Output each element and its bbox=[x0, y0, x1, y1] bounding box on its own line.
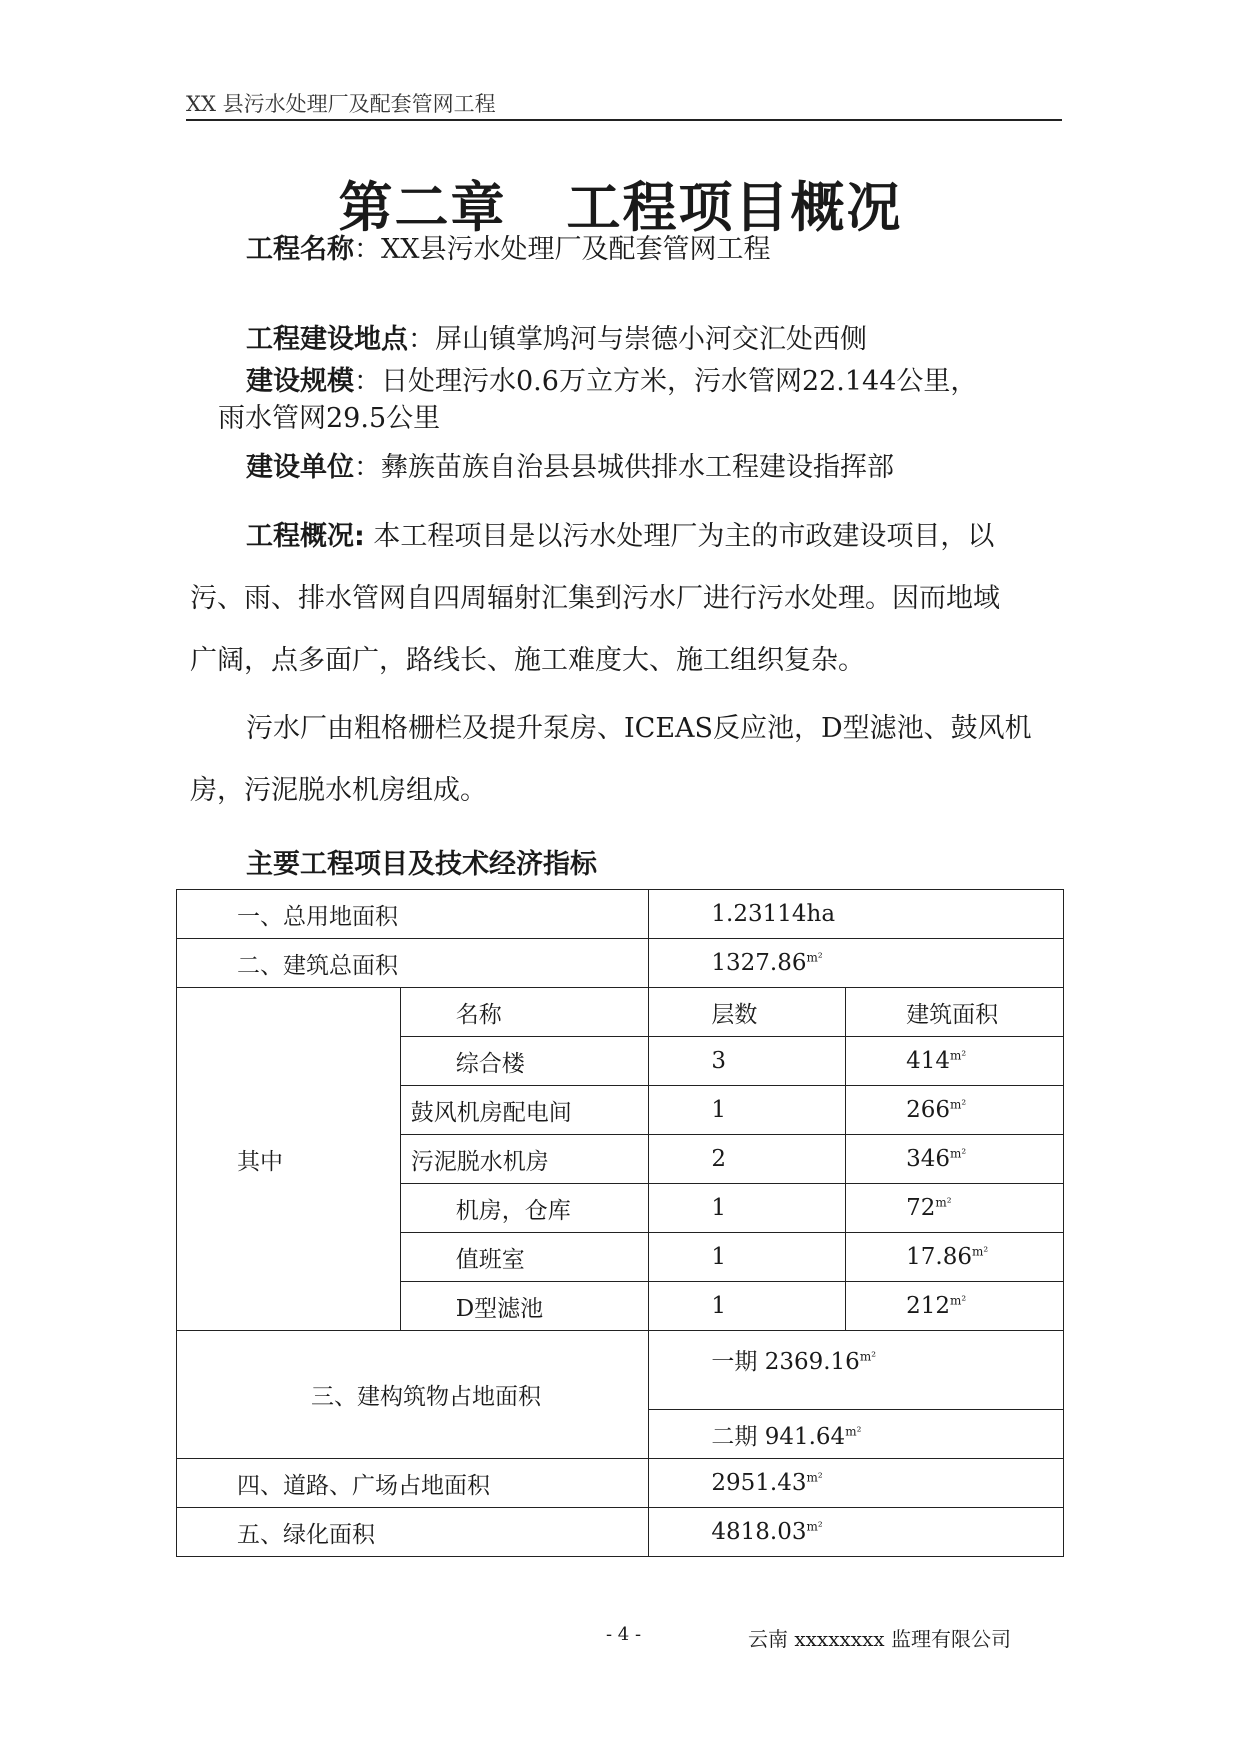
table-row bbox=[177, 988, 1064, 1037]
construction-unit-label: 建设单位 bbox=[246, 452, 354, 483]
phase-2-cell: 二期 $941.64^{m^2}$ bbox=[649, 1410, 1064, 1459]
building-name: 综合楼 bbox=[400, 1037, 649, 1086]
building-area-cell: $414^{m^2}$ bbox=[846, 1037, 1064, 1086]
among-label: 其中 bbox=[177, 988, 401, 1331]
road-area-cell: $2951.43^{m^2}$ bbox=[649, 1459, 1064, 1508]
construction-unit-value: ：彝族苗族自治县县城供排水工程建设指挥部 bbox=[354, 452, 894, 483]
phase-1-cell: 一期 $2369.16^{m^2}$ bbox=[649, 1331, 1064, 1410]
project-scale-continued: 雨水管网29.5公里 bbox=[218, 403, 441, 434]
green-area-label: 五、绿化面积 bbox=[177, 1508, 649, 1557]
building-name: 机房，仓库 bbox=[400, 1184, 649, 1233]
building-name: 值班室 bbox=[400, 1233, 649, 1282]
building-name: 污泥脱水机房 bbox=[400, 1135, 649, 1184]
total-land-value: 1.23114ha bbox=[649, 890, 1064, 939]
technical-indicators-table bbox=[176, 889, 1064, 1557]
subheader-name: 名称 bbox=[400, 988, 649, 1037]
building-area: 266 bbox=[906, 1097, 951, 1123]
overview-line-2: 污、雨、排水管网自四周辐射汇集到污水厂进行污水处理。因而地域 bbox=[190, 583, 1000, 614]
running-header: XX 县污水处理厂及配套管网工程 bbox=[186, 92, 496, 116]
project-site-value: ：屏山镇掌鸠河与崇德小河交汇处西侧 bbox=[408, 324, 867, 355]
chapter-name: 工程项目概况 bbox=[566, 176, 903, 239]
structure-area-label: 三、建构筑物占地面积 bbox=[177, 1331, 649, 1459]
project-name-label: 工程名称 bbox=[246, 234, 354, 265]
building-area-cell: $266^{m^2}$ bbox=[846, 1086, 1064, 1135]
building-area: 17.86 bbox=[906, 1244, 972, 1270]
total-building-label: 二、建筑总面积 bbox=[177, 939, 649, 988]
construction-unit-field bbox=[246, 448, 894, 488]
plant-line-1: 污水厂由粗格栅栏及提升泵房、ICEAS反应池，D型滤池、鼓风机 bbox=[246, 713, 1032, 744]
project-name-value: ：XX县污水处理厂及配套管网工程 bbox=[354, 234, 771, 265]
building-floors: 1 bbox=[649, 1086, 846, 1135]
page-number: - 4 - bbox=[606, 1624, 642, 1645]
building-area: 346 bbox=[906, 1146, 951, 1172]
building-area: 414 bbox=[906, 1048, 951, 1074]
project-site-label: 工程建设地点 bbox=[246, 324, 408, 355]
phase-1-value: 一期 2369.16 bbox=[711, 1349, 860, 1375]
chapter-number: 第二章 bbox=[338, 176, 507, 239]
plant-line-2: 房，污泥脱水机房组成。 bbox=[190, 775, 487, 806]
project-scale-value: ：日处理污水0.6万立方米，污水管网22.144公里， bbox=[354, 366, 978, 397]
building-area: 72 bbox=[906, 1195, 936, 1221]
overview-line-3: 广阔，点多面广，路线长、施工难度大、施工组织复杂。 bbox=[190, 645, 865, 676]
overview-line-1: 工程概况: 本工程项目是以污水处理厂为主的市政建设项目，以 bbox=[246, 521, 995, 552]
building-area: 212 bbox=[906, 1293, 951, 1319]
plant-paragraph bbox=[190, 698, 1060, 822]
subheader-area: 建筑面积 bbox=[846, 988, 1064, 1037]
table-row bbox=[177, 939, 1064, 988]
building-area-cell: $212^{m^2}$ bbox=[846, 1282, 1064, 1331]
green-area-value: 4818.03 bbox=[711, 1519, 807, 1545]
building-floors: 3 bbox=[649, 1037, 846, 1086]
building-floors: 1 bbox=[649, 1233, 846, 1282]
overview-paragraph bbox=[190, 506, 1060, 692]
phase-2-value: 二期 941.64 bbox=[711, 1423, 846, 1450]
project-site-field bbox=[246, 320, 867, 360]
total-building-cell: $1327.86^{m^2}$ bbox=[649, 939, 1064, 988]
table-caption: 主要工程项目及技术经济指标 bbox=[246, 849, 597, 880]
project-scale-field bbox=[246, 362, 977, 402]
building-area-cell: $17.86^{m^2}$ bbox=[846, 1233, 1064, 1282]
project-name-field bbox=[246, 230, 770, 270]
subheader-floors: 层数 bbox=[649, 988, 846, 1037]
building-floors: 1 bbox=[649, 1184, 846, 1233]
green-area-cell: $4818.03^{m^2}$ bbox=[649, 1508, 1064, 1557]
building-floors: 2 bbox=[649, 1135, 846, 1184]
total-land-label: 一、总用地面积 bbox=[177, 890, 649, 939]
table-row bbox=[177, 890, 1064, 939]
table-row bbox=[177, 1331, 1064, 1410]
building-name: 鼓风机房配电间 bbox=[400, 1086, 649, 1135]
road-area-label: 四、道路、广场占地面积 bbox=[177, 1459, 649, 1508]
header-rule bbox=[186, 119, 1062, 121]
project-scale-label: 建设规模 bbox=[246, 366, 354, 397]
footer-company: 云南 xxxxxxxx 监理有限公司 bbox=[748, 1627, 1011, 1651]
total-building-value: 1327.86 bbox=[711, 950, 807, 976]
table-row bbox=[177, 1508, 1064, 1557]
building-floors: 1 bbox=[649, 1282, 846, 1331]
building-name: D型滤池 bbox=[400, 1282, 649, 1331]
building-area-cell: $72^{m^2}$ bbox=[846, 1184, 1064, 1233]
overview-label: 工程概况: bbox=[246, 521, 365, 552]
table-row bbox=[177, 1459, 1064, 1508]
road-area-value: 2951.43 bbox=[711, 1470, 807, 1496]
building-area-cell: $346^{m^2}$ bbox=[846, 1135, 1064, 1184]
